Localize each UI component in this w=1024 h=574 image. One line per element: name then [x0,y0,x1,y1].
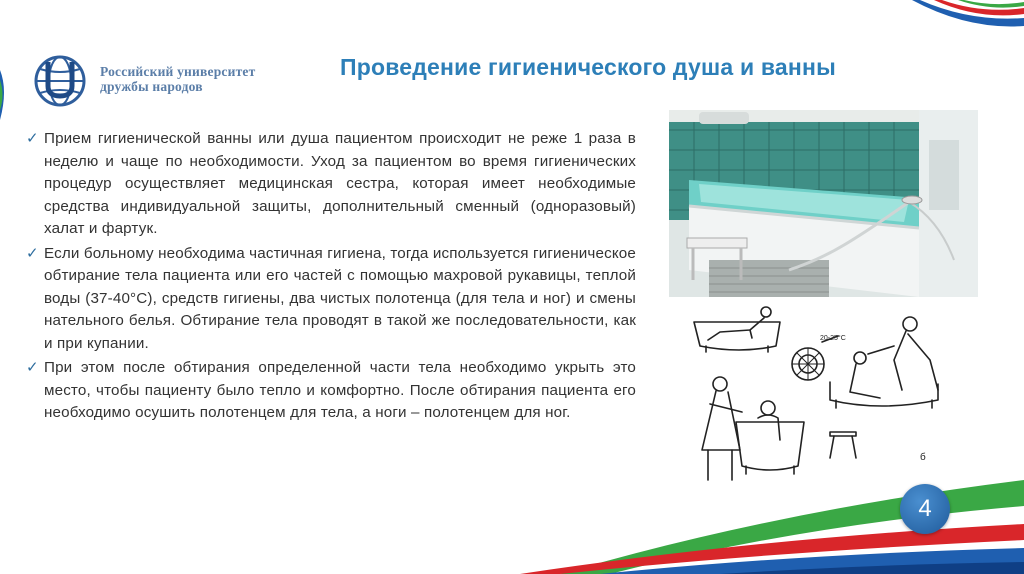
page-number-badge: 4 [900,484,950,534]
bullet-item [24,128,636,241]
sketch-temp-label: 20-25°C [820,335,846,342]
bullet-text: Прием гигиенической ванны или душа пациентом происходит не реже 1 раза в неделю и чаще по необходимости. Уход за пациентом во время гигиенических процедур осуществляет медицинская сестра, которая имеет необходимые средства индивидуальной защиты, дополнительный сменный (одноразовый) халат и фартук. [44,130,636,237]
sketch-letter-label: б [920,452,926,463]
bullet-list [24,128,636,427]
checkmark-icon: ✓ [26,359,39,376]
bullet-item [24,243,636,356]
bullet-text: Если больному необходима частичная гигиена, тогда используется гигиеническое обтирание тела пациента или его частей с помощью махровой рукавицы, теплой воды (37-40°С), средств гигиены, два чистых полотенца (для тела и ног) и смены нательного белья. Обтирание тела проводят в такой же последовательности, как и при купании. [44,244,636,352]
university-logo [30,50,300,110]
bathtub-photo [669,110,978,297]
logo-line-2: дружбы народов [100,79,203,94]
globe-emblem-icon [30,50,92,112]
logo-line-1: Российский университет [100,64,256,79]
hygiene-procedure-sketch [680,300,948,490]
checkmark-icon: ✓ [26,130,39,147]
checkmark-icon: ✓ [26,244,39,262]
slide-title: Проведение гигиенического душа и ванны [340,54,836,80]
left-edge-ribbon [0,60,14,130]
bullet-text: При этом после обтирания определенной части тела необходимо укрыть это место, чтобы пациенту было тепло и комфортно. После обтирания пациента его необходимо осушить полотенцем для тела, а ноги – полотенцем для ног. [44,359,636,421]
top-right-ribbon [860,0,1024,50]
bullet-item [24,357,636,425]
